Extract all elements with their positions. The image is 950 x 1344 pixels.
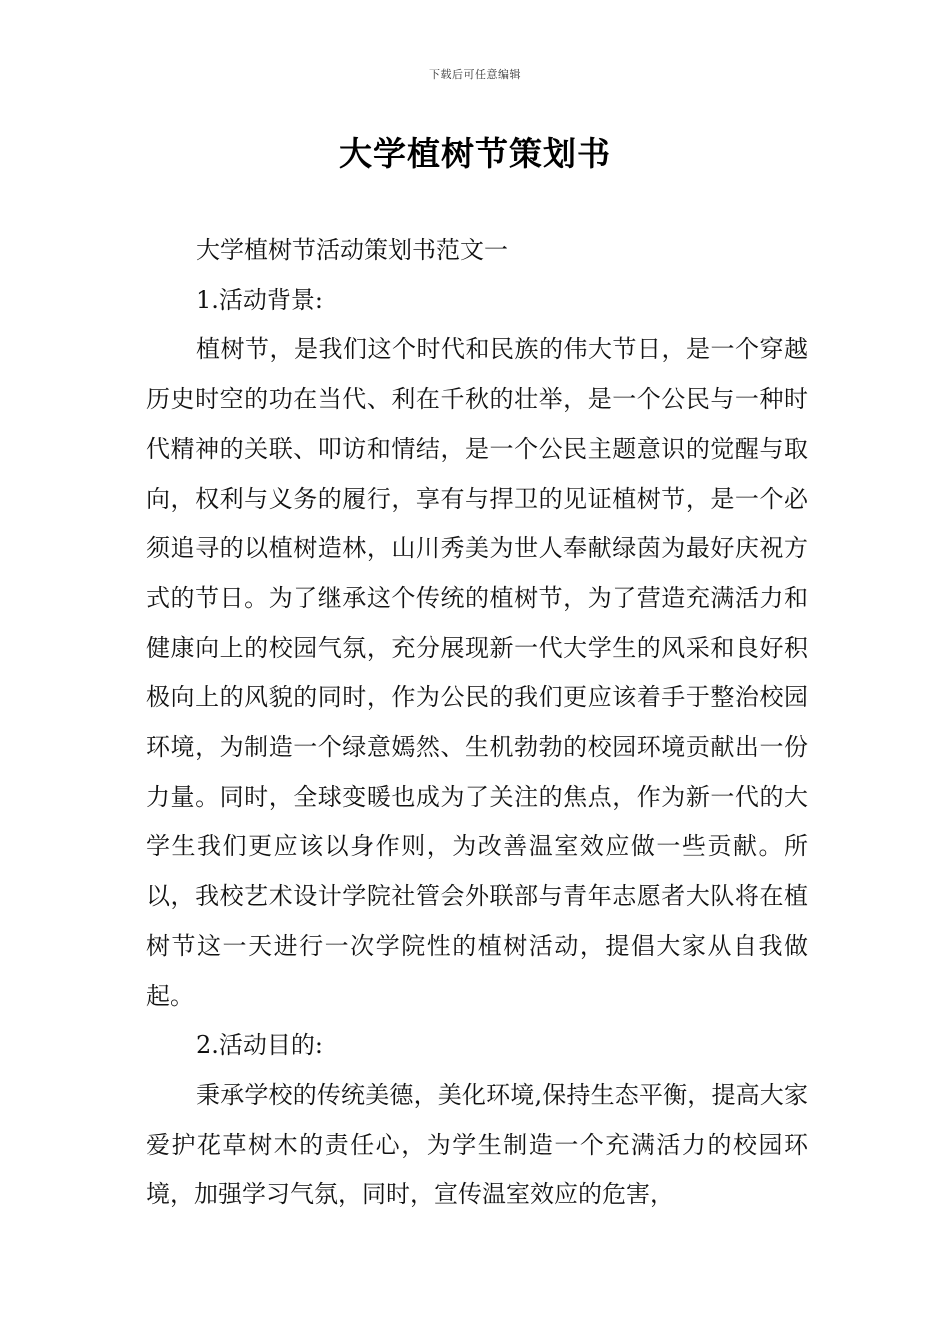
section-heading-background: 1.活动背景: [196, 285, 323, 314]
background-paragraph: 植树节，是我们这个时代和民族的伟大节日，是一个穿越历史时空的功在当代、利在千秋的壮举，是一个公民与一种时代精神的关联、叩访和情结，是一个公民主题意识的觉醒与取向，权利与义务的履行，享有与捍卫的见证植树节，是一个必须追寻的以植树造林，山川秀美为世人奉献绿茵为最好庆祝方式的节日。为了继承这个传统的植树节，为了营造充满活力和健康向上的校园气氛，充分展现新一代大学生的风采和良好积极向上的风貌的同时，作为公民的我们更应该着手于整治校园环境，为制造一个绿意嫣然、生机勃勃的校园环境贡献出一份力量。同时，全球变暖也成为了关注的焦点，作为新一代的大学生我们更应该以身作则，为改善温室效应做一些贡献。所以，我校艺术设计学院社管会外联部与青年志愿者大队将在植树节这一天进行一次学院性的植树活动，提倡大家从自我做起。 [146, 335, 808, 1010]
document-title: 大学植树节策划书 [339, 134, 611, 173]
purpose-paragraph: 秉承学校的传统美德，美化环境,保持生态平衡，提高大家爱护花草树木的责任心，为学生制造一个充满活力的校园环境，加强学习气氛，同时，宣传温室效应的危害， [146, 1080, 808, 1209]
document-body [146, 226, 808, 1220]
header-note: 下载后可任意编辑 [429, 68, 521, 81]
section-heading-purpose: 2.活动目的: [196, 1031, 323, 1060]
subtitle: 大学植树节活动策划书范文一 [196, 236, 508, 264]
